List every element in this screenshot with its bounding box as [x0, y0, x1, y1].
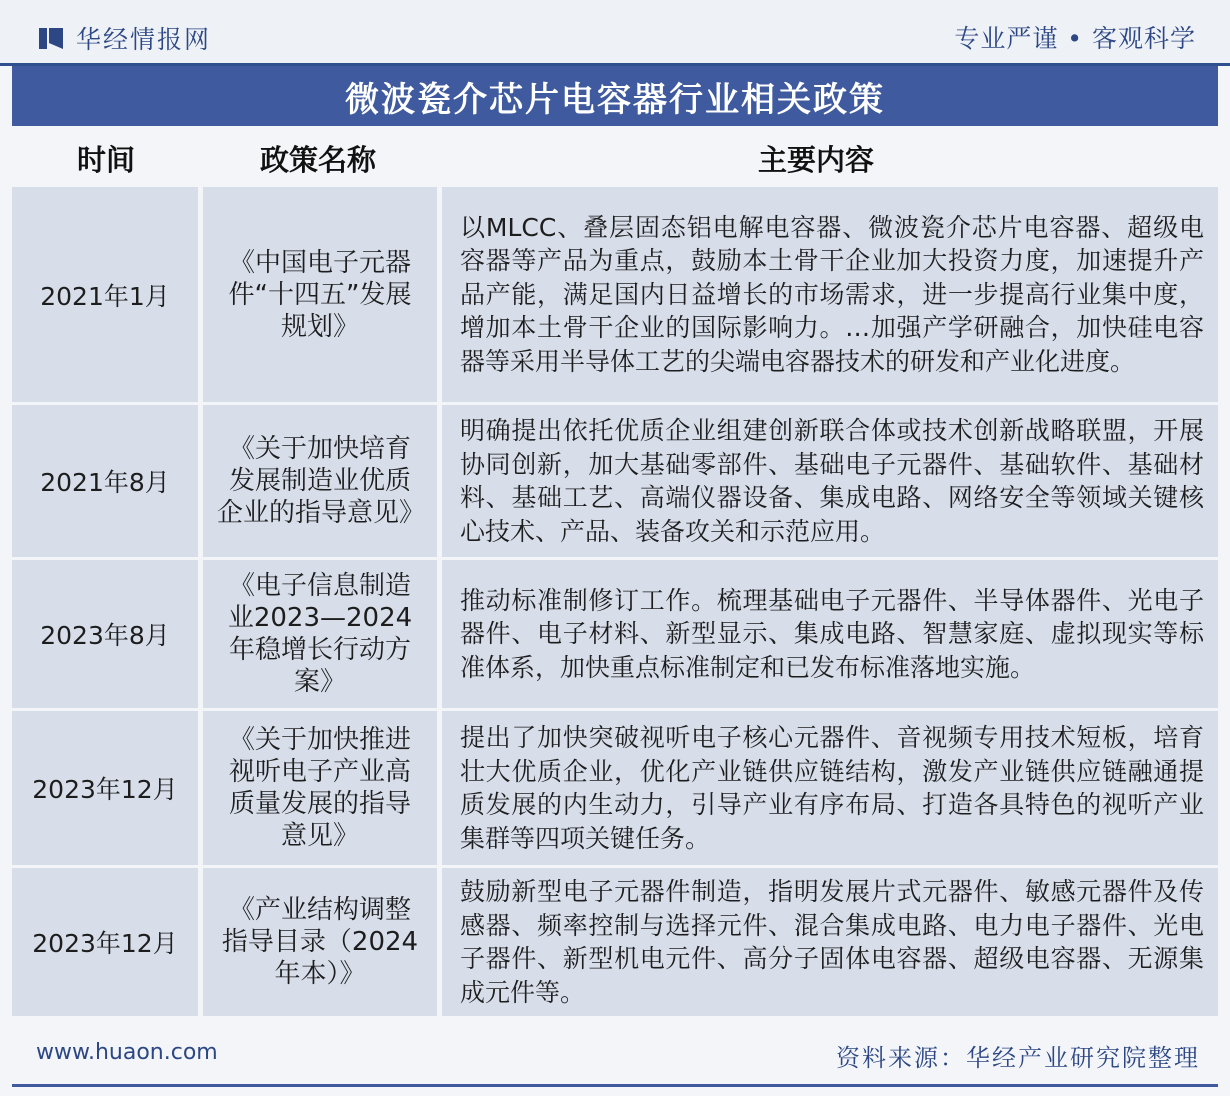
table-row: [12, 711, 1218, 865]
logo[interactable]: [38, 20, 211, 56]
table-row: [12, 187, 1218, 402]
table-row: [12, 868, 1218, 1016]
top-bar: [0, 0, 1230, 66]
table-row: [12, 560, 1218, 708]
row-policy-name: 《产业结构调整指导目录（2024年本）》: [203, 868, 437, 1016]
row-content: 明确提出依托优质企业组建创新联合体或技术创新战略联盟，开展协同创新，加大基础零部件、基础电子元器件、基础软件、基础材料、基础工艺、高端仪器设备、集成电路、网络安全等领域关键核心技术、产品、装备攻关和示范应用。: [442, 405, 1218, 557]
logo-icon: [38, 25, 64, 51]
row-policy-name: 《中国电子元器件“十四五”发展规划》: [203, 187, 437, 402]
row-time: 2021年8月: [12, 405, 198, 557]
policy-table: [12, 132, 1218, 1016]
logo-text: 华经情报网: [76, 25, 212, 54]
row-time: 2023年12月: [12, 711, 198, 865]
title-band: [12, 66, 1218, 126]
slogan: 专业严谨 • 客观科学: [954, 24, 1196, 53]
table-row: [12, 405, 1218, 557]
footer: [0, 1028, 1230, 1096]
column-header-content: 主要内容: [757, 142, 874, 177]
footer-source: 资料来源：华经产业研究院整理: [836, 1044, 1200, 1072]
row-time: 2023年12月: [12, 868, 198, 1016]
row-time: 2021年1月: [12, 187, 198, 402]
table-header: [12, 132, 1218, 184]
footer-url-link[interactable]: www.huaon.com: [36, 1040, 218, 1065]
page-title: 微波瓷介芯片电容器行业相关政策: [345, 79, 885, 120]
column-header-name: 政策名称: [259, 142, 376, 177]
row-time: 2023年8月: [12, 560, 198, 708]
footer-divider: [12, 1084, 1218, 1087]
row-policy-name: 《关于加快推进视听电子产业高质量发展的指导意见》: [203, 711, 437, 865]
row-content: 推动标准制修订工作。梳理基础电子元器件、半导体器件、光电子器件、电子材料、新型显示、集成电路、智慧家庭、虚拟现实等标准体系，加快重点标准制定和已发布标准落地实施。: [442, 560, 1218, 708]
row-content: 以MLCC、叠层固态铝电解电容器、微波瓷介芯片电容器、超级电容器等产品为重点，鼓励本土骨干企业加大投资力度，加速提升产品产能，满足国内日益增长的市场需求，进一步提高行业集中度，增加本土骨干企业的国际影响力。…加强产学研融合，加快硅电容器等采用半导体工艺的尖端电容器技术的研发和产业化进度。: [442, 187, 1218, 402]
row-policy-name: 《关于加快培育发展制造业优质企业的指导意见》: [203, 405, 437, 557]
row-content: 鼓励新型电子元器件制造，指明发展片式元器件、敏感元器件及传感器、频率控制与选择元件、混合集成电路、电力电子器件、光电子器件、新型机电元件、高分子固体电容器、超级电容器、无源集成元件等。: [442, 868, 1218, 1016]
row-policy-name: 《电子信息制造业2023—2024年稳增长行动方案》: [203, 560, 437, 708]
column-header-time: 时间: [76, 142, 135, 177]
row-content: 提出了加快突破视听电子核心元器件、音视频专用技术短板，培育壮大优质企业，优化产业链供应链结构，激发产业链供应链融通提质发展的内生动力，引导产业有序布局、打造各具特色的视听产业集群等四项关键任务。: [442, 711, 1218, 865]
